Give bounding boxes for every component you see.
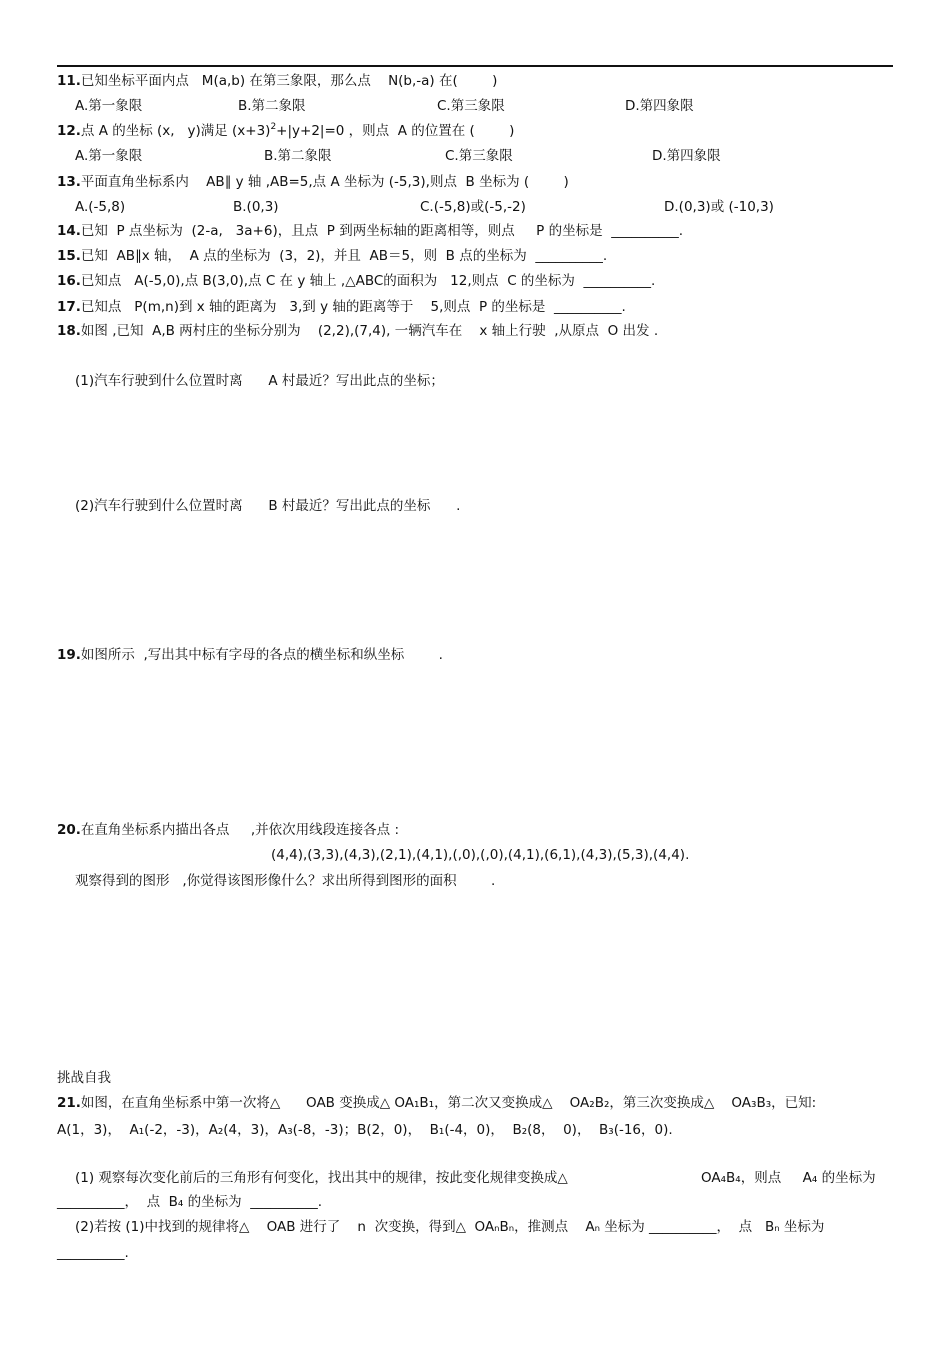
challenge-title: 挑战自我 [57, 1070, 111, 1086]
question-21-part-2-a: (2)若按 (1)中找到的规律将△ OAB 进行了 n 次变换，得到△ OAₙBₙ，推测点 Aₙ 坐标为 __________， 点 Bₙ 坐标为 [75, 1219, 825, 1235]
exponent: 2 [270, 122, 277, 132]
question-text: 平面直角坐标系内 AB∥ y 轴 ,AB=5,点 A 坐标为 (-5,3),则点 B 坐标为 ( ) [80, 174, 569, 190]
question-text: 已知坐标平面内点 M(a,b) 在第三象限，那么点 N(b,-a) 在( ) [80, 73, 498, 89]
header-rule [57, 65, 893, 67]
question-20-prompt: 观察得到的图形 ,你觉得该图形像什么？求出所得到图形的面积 . [75, 873, 496, 889]
question-text: 已知点 P(m,n)到 x 轴的距离为 3,到 y 轴的距离等于 5,则点 P 的坐标是 __________. [80, 299, 626, 315]
question-21-part-2-b: __________. [57, 1245, 129, 1261]
question-18 [57, 322, 658, 340]
question-11 [57, 72, 497, 90]
question-number: 11. [57, 73, 81, 89]
question-text: 在直角坐标系内描出各点 ,并依次用线段连接各点 : [80, 822, 400, 838]
question-number: 18. [57, 323, 81, 339]
option-b: B.(0,3) [233, 199, 279, 215]
question-20 [57, 821, 399, 839]
question-text: 已知 P 点坐标为 (2-a, 3a+6)，且点 P 到两坐标轴的距离相等，则点 P 的坐标是 __________. [80, 223, 683, 239]
question-18-part-1: (1)汽车行驶到什么位置时离 A 村最近？写出此点的坐标； [75, 373, 444, 389]
question-number: 21. [57, 1095, 81, 1111]
option-c: C.第三象限 [445, 148, 513, 164]
question-17 [57, 298, 626, 316]
question-number: 13. [57, 174, 81, 190]
question-number: 16. [57, 273, 81, 289]
question-text: 如图 ,已知 A,B 两村庄的坐标分别为 (2,2),(7,4), 一辆汽车在 x 轴上行驶 ,从原点 O 出发 . [80, 323, 659, 339]
question-14 [57, 222, 683, 240]
question-15 [57, 247, 607, 265]
question-number: 17. [57, 299, 81, 315]
option-d: D.第四象限 [625, 98, 694, 114]
option-d: D.第四象限 [652, 148, 721, 164]
question-21-part-1-b: OA₄B₄，则点 A₄ 的坐标为 [701, 1170, 876, 1186]
question-20-points: (4,4),(3,3),(4,3),(2,1),(4,1),(,0),(,0),(4,1),(6,1),(4,3),(5,3),(4,4). [271, 847, 690, 863]
question-text: 如图，在直角坐标系中第一次将△ OAB 变换成△ OA₁B₁，第二次又变换成△ OA₂B₂，第三次变换成△ OA₃B₃，已知: [80, 1095, 817, 1111]
question-13 [57, 173, 569, 191]
question-number: 14. [57, 223, 81, 239]
option-a: A.(-5,8) [75, 199, 126, 215]
question-21-givens: A(1，3)， A₁(-2，-3)，A₂(4，3)，A₃(-8，-3)；B(2，0)， B₁(-4，0)， B₂(8， 0)， B₃(-16，0). [57, 1122, 673, 1138]
option-a: A.第一象限 [75, 148, 143, 164]
question-text-part: 点 A 的坐标 (x, y)满足 (x+3) [80, 123, 271, 139]
question-number: 12. [57, 123, 81, 139]
option-d: D.(0,3)或 (-10,3) [664, 199, 774, 215]
question-19 [57, 646, 443, 664]
question-number: 15. [57, 248, 81, 264]
question-21 [57, 1094, 816, 1112]
question-text-part: +|y+2|=0 ，则点 A 的位置在 ( ) [276, 123, 515, 139]
question-number: 19. [57, 647, 81, 663]
question-21-part-1-a: (1) 观察每次变化前后的三角形有何变化，找出其中的规律，按此变化规律变换成△ [75, 1170, 568, 1186]
question-number: 20. [57, 822, 81, 838]
option-a: A.第一象限 [75, 98, 143, 114]
question-16 [57, 272, 655, 290]
option-b: B.第二象限 [264, 148, 332, 164]
question-text: 已知点 A(-5,0),点 B(3,0),点 C 在 y 轴上 ,△ABC的面积为 12,则点 C 的坐标为 __________. [80, 273, 656, 289]
question-18-part-2: (2)汽车行驶到什么位置时离 B 村最近？写出此点的坐标 . [75, 498, 461, 514]
question-12 [57, 122, 514, 140]
question-text: 已知 AB∥x 轴， A 点的坐标为 (3，2)，并且 AB＝5，则 B 点的坐标为 __________. [80, 248, 608, 264]
option-b: B.第二象限 [238, 98, 306, 114]
question-21-part-1-c: __________， 点 B₄ 的坐标为 __________. [57, 1194, 323, 1210]
question-text: 如图所示 ,写出其中标有字母的各点的横坐标和纵坐标 . [80, 647, 443, 663]
option-c: C.(-5,8)或(-5,-2) [420, 199, 526, 215]
option-c: C.第三象限 [437, 98, 505, 114]
